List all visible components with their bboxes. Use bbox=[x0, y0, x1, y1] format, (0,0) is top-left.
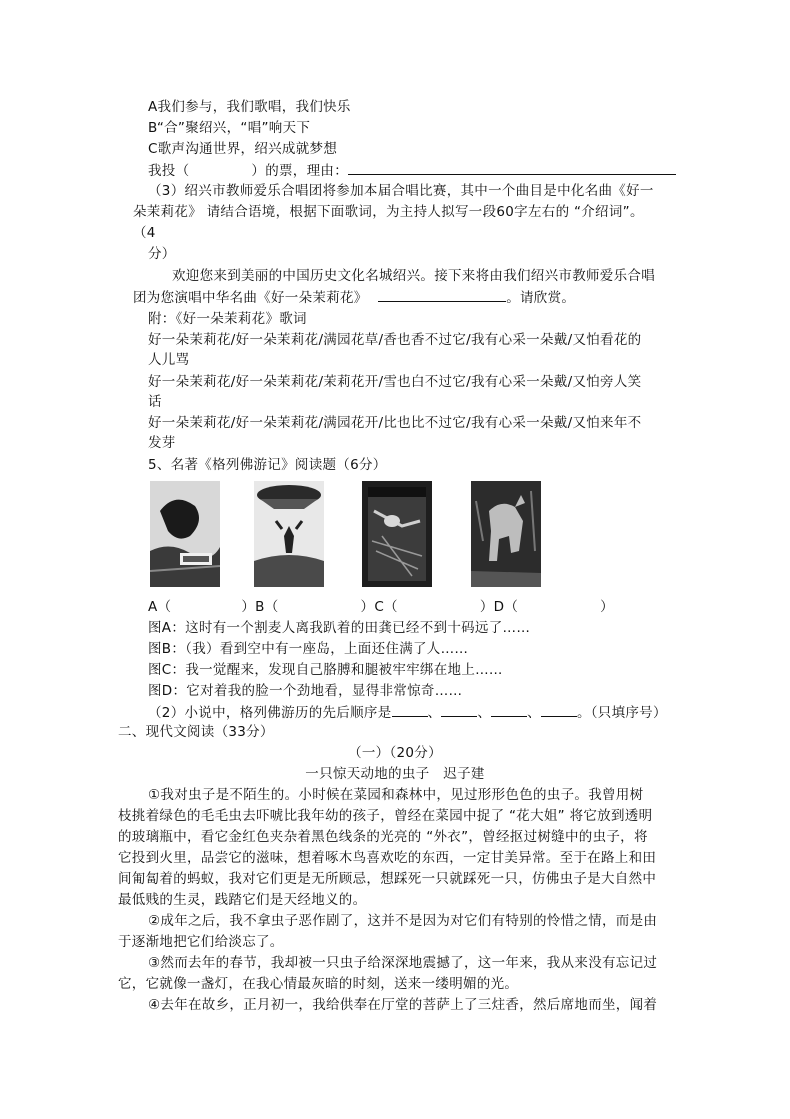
option-b: B“合”聚绍兴，“唱”响天下 bbox=[148, 120, 311, 136]
q2-sep3: 、 bbox=[527, 705, 541, 721]
illustration-c bbox=[362, 481, 432, 587]
q3-line1: （3）绍兴市教师爱乐合唱团将参加本届合唱比赛，其中一个曲目是中化名曲《好一 bbox=[148, 183, 654, 199]
vote-prefix: 我投（ bbox=[148, 163, 190, 179]
intro-prefix: 团为您演唱中华名曲《好一朵茉莉花》 bbox=[133, 290, 368, 306]
p1-line4: 它投到火里，品尝它的滋味，想着啄木鸟喜欢吃的东西，一定甘美异常。至于在路上和田 bbox=[118, 850, 657, 866]
section2-heading: 二、现代文阅读（33分） bbox=[118, 724, 274, 740]
q3-line4: 分） bbox=[148, 246, 176, 262]
illustration-a bbox=[150, 481, 220, 587]
vote-reason-blank[interactable] bbox=[348, 160, 676, 175]
pic-desc-b: 图B：（我）看到空中有一座岛，上面还住满了人…… bbox=[148, 641, 469, 657]
order-blank-2[interactable] bbox=[441, 702, 477, 717]
vote-line bbox=[148, 160, 676, 181]
illustration-b bbox=[254, 481, 324, 587]
lyrics-line2b: 话 bbox=[148, 394, 162, 410]
lyrics-line3a: 好一朵茉莉花/好一朵茉莉花/满园花开/比也比不过它/我有心采一朵戴/又怕来年不 bbox=[148, 415, 642, 431]
pic-desc-c: 图C：我一觉醒来，发现自己胳膊和腿被牢牢绑在地上…… bbox=[148, 662, 503, 678]
label-a: A（ bbox=[148, 599, 172, 615]
intro-line2 bbox=[133, 287, 575, 308]
p3-line1: ③然而去年的春节，我却被一只虫子给深深地震撼了，这一年来，我从来没有忘记过 bbox=[148, 955, 658, 971]
p2-line1: ②成年之后，我不拿虫子恶作剧了，这并不是因为对它们有特别的怜惜之情，而是由 bbox=[148, 913, 658, 929]
passage-title: 一只惊天动地的虫子 迟子建 bbox=[305, 766, 485, 782]
order-blank-4[interactable] bbox=[541, 702, 577, 717]
illustration-d bbox=[471, 481, 541, 587]
intro-suffix: 。请欣赏。 bbox=[506, 290, 576, 306]
vote-choice-blank[interactable] bbox=[189, 161, 251, 175]
p1-line5: 间匍匐着的蚂蚁，我对它们更是无所顾忌，想踩死一只就踩死一只，仿佛虫子是大自然中 bbox=[118, 871, 657, 887]
lyrics-line2a: 好一朵茉莉花/好一朵茉莉花/茉莉花开/雪也白不过它/我有心采一朵戴/又怕旁人笑 bbox=[148, 374, 642, 390]
label-c: ）C（ bbox=[360, 599, 398, 615]
p3-line2: 它，它就像一盏灯，在我心情最灰暗的时刻，送来一缕明媚的光。 bbox=[118, 976, 519, 992]
option-a: A我们参与，我们歌唱，我们快乐 bbox=[148, 99, 351, 115]
p4-line1: ④去年在故乡，正月初一，我给供奉在厅堂的菩萨上了三炷香，然后席地而坐，闻着 bbox=[148, 997, 658, 1013]
intro-blank[interactable] bbox=[378, 287, 506, 302]
q2-prefix: （2）小说中，格列佛游历的先后顺序是 bbox=[148, 705, 392, 721]
passage-part: （一）（20分） bbox=[348, 745, 442, 761]
p1-line3: 的玻璃瓶中，看它金红色夹杂着黑色线条的光亮的 “外衣”，曾经抠过树缝中的虫子，将 bbox=[118, 829, 648, 845]
q3-line3: （4 bbox=[133, 225, 156, 241]
q2-suffix: 。（只填序号） bbox=[576, 705, 667, 721]
intro-line1: 欢迎您来到美丽的中国历史文化名城绍兴。接下来将由我们绍兴市教师爱乐合唱 bbox=[172, 268, 655, 284]
q3-line2: 朵茉莉花》 请结合语境，根据下面歌词，为主持人拟写一段60字左右的 “介绍词”。 bbox=[133, 204, 644, 220]
label-d: ）D（ bbox=[479, 599, 519, 615]
q2-line bbox=[148, 702, 667, 723]
p1-line6: 最低贱的生灵，践踏它们是天经地义的。 bbox=[118, 892, 367, 908]
label-end: ） bbox=[600, 599, 614, 615]
q5-title: 5、名著《格列佛游记》阅读题（6分） bbox=[148, 457, 387, 473]
q2-sep1: 、 bbox=[427, 705, 442, 721]
order-blank-1[interactable] bbox=[392, 702, 428, 717]
option-c: C歌声沟通世界，绍兴成就梦想 bbox=[148, 141, 338, 157]
order-blank-3[interactable] bbox=[491, 702, 527, 717]
p1-line1: ①我对虫子是不陌生的。小时候在菜园和森林中，见过形形色色的虫子。我曾用树 bbox=[148, 787, 644, 803]
q2-sep2: 、 bbox=[477, 705, 492, 721]
lyrics-line1a: 好一朵茉莉花/好一朵茉莉花/满园花草/香也香不过它/我有心采一朵戴/又怕看花的 bbox=[148, 332, 642, 348]
lyrics-line3b: 发芽 bbox=[148, 435, 176, 451]
p2-line2: 于逐渐地把它们给淡忘了。 bbox=[118, 934, 284, 950]
label-b: ）B（ bbox=[241, 599, 279, 615]
lyrics-line1b: 人儿骂 bbox=[148, 352, 190, 368]
pic-desc-a: 图A：这时有一个割麦人离我趴着的田龚已经不到十码远了…… bbox=[148, 620, 531, 636]
p1-line2: 枝挑着绿色的毛毛虫去吓唬比我年幼的孩子，曾经在菜园中捉了 “花大姐” 将它放到透明 bbox=[118, 808, 653, 824]
pic-desc-d: 图D：它对着我的脸一个劲地看，显得非常惊奇…… bbox=[148, 683, 463, 699]
pic-labels bbox=[148, 597, 614, 617]
lyrics-title: 附：《好一朵茉莉花》歌词 bbox=[148, 311, 307, 327]
vote-suffix: ）的票，理由： bbox=[251, 163, 349, 179]
